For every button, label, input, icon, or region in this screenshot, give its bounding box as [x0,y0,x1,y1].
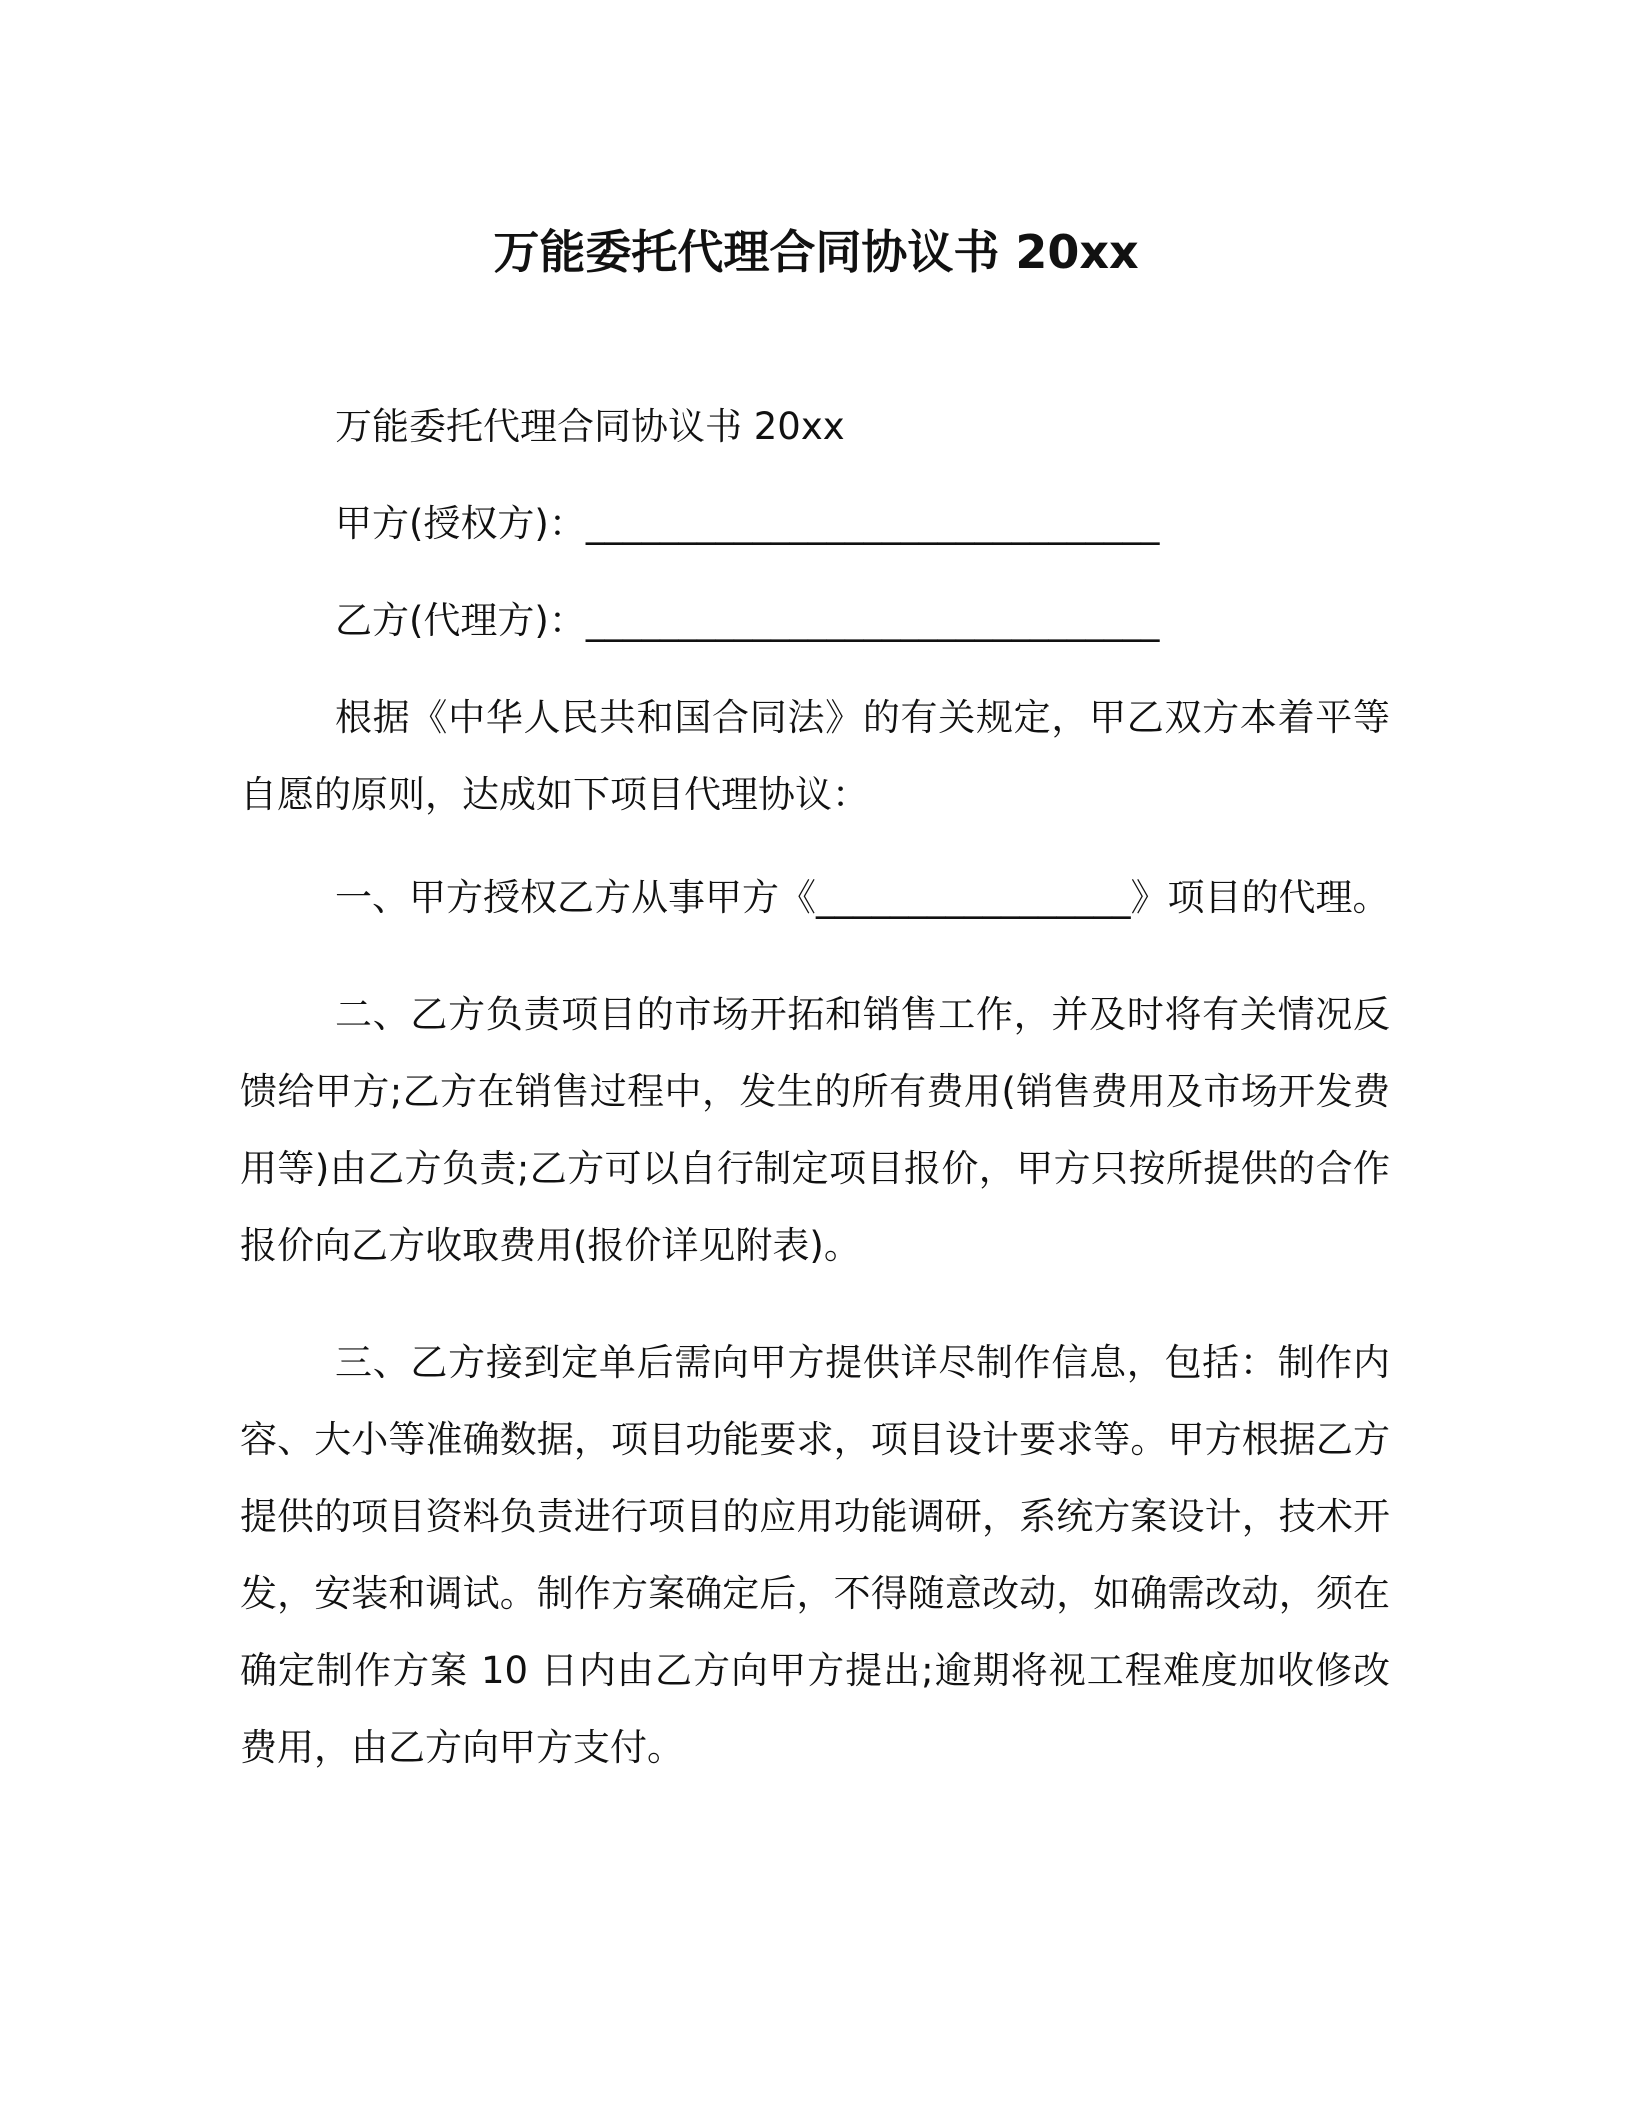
document-body [240,388,1390,1786]
paragraph-clause-1: 一、甲方授权乙方从事甲方《_________________》项目的代理。 [335,876,1390,919]
paragraph-party-b: 乙方(代理方)：_______________________________ [335,599,1160,642]
paragraph-subtitle: 万能委托代理合同协议书 20xx [335,405,845,448]
paragraph-party-a: 甲方(授权方)：_______________________________ [335,502,1160,545]
paragraph-clause-3: 三、乙方接到定单后需向甲方提供详尽制作信息，包括：制作内容、大小等准确数据，项目功能要求，项目设计要求等。甲方根据乙方提供的项目资料负责进行项目的应用功能调研，系统方案设计，技术开发，安装和调试。制作方案确定后，不得随意改动，如确需改动，须在确定制作方案 10 日内由乙方向甲方提出;逾期将视工程难度加收修改费用，由乙方向甲方支付。 [240,1341,1390,1769]
document-title: 万能委托代理合同协议书 20xx [493,225,1139,279]
paragraph-clause-2: 二、乙方负责项目的市场开拓和销售工作，并及时将有关情况反馈给甲方;乙方在销售过程中，发生的所有费用(销售费用及市场开发费用等)由乙方负责;乙方可以自行制定项目报价，甲方只按所提供的合作报价向乙方收取费用(报价详见附表)。 [240,993,1390,1267]
paragraph-preamble: 根据《中华人民共和国合同法》的有关规定，甲乙双方本着平等自愿的原则，达成如下项目代理协议： [240,696,1390,816]
